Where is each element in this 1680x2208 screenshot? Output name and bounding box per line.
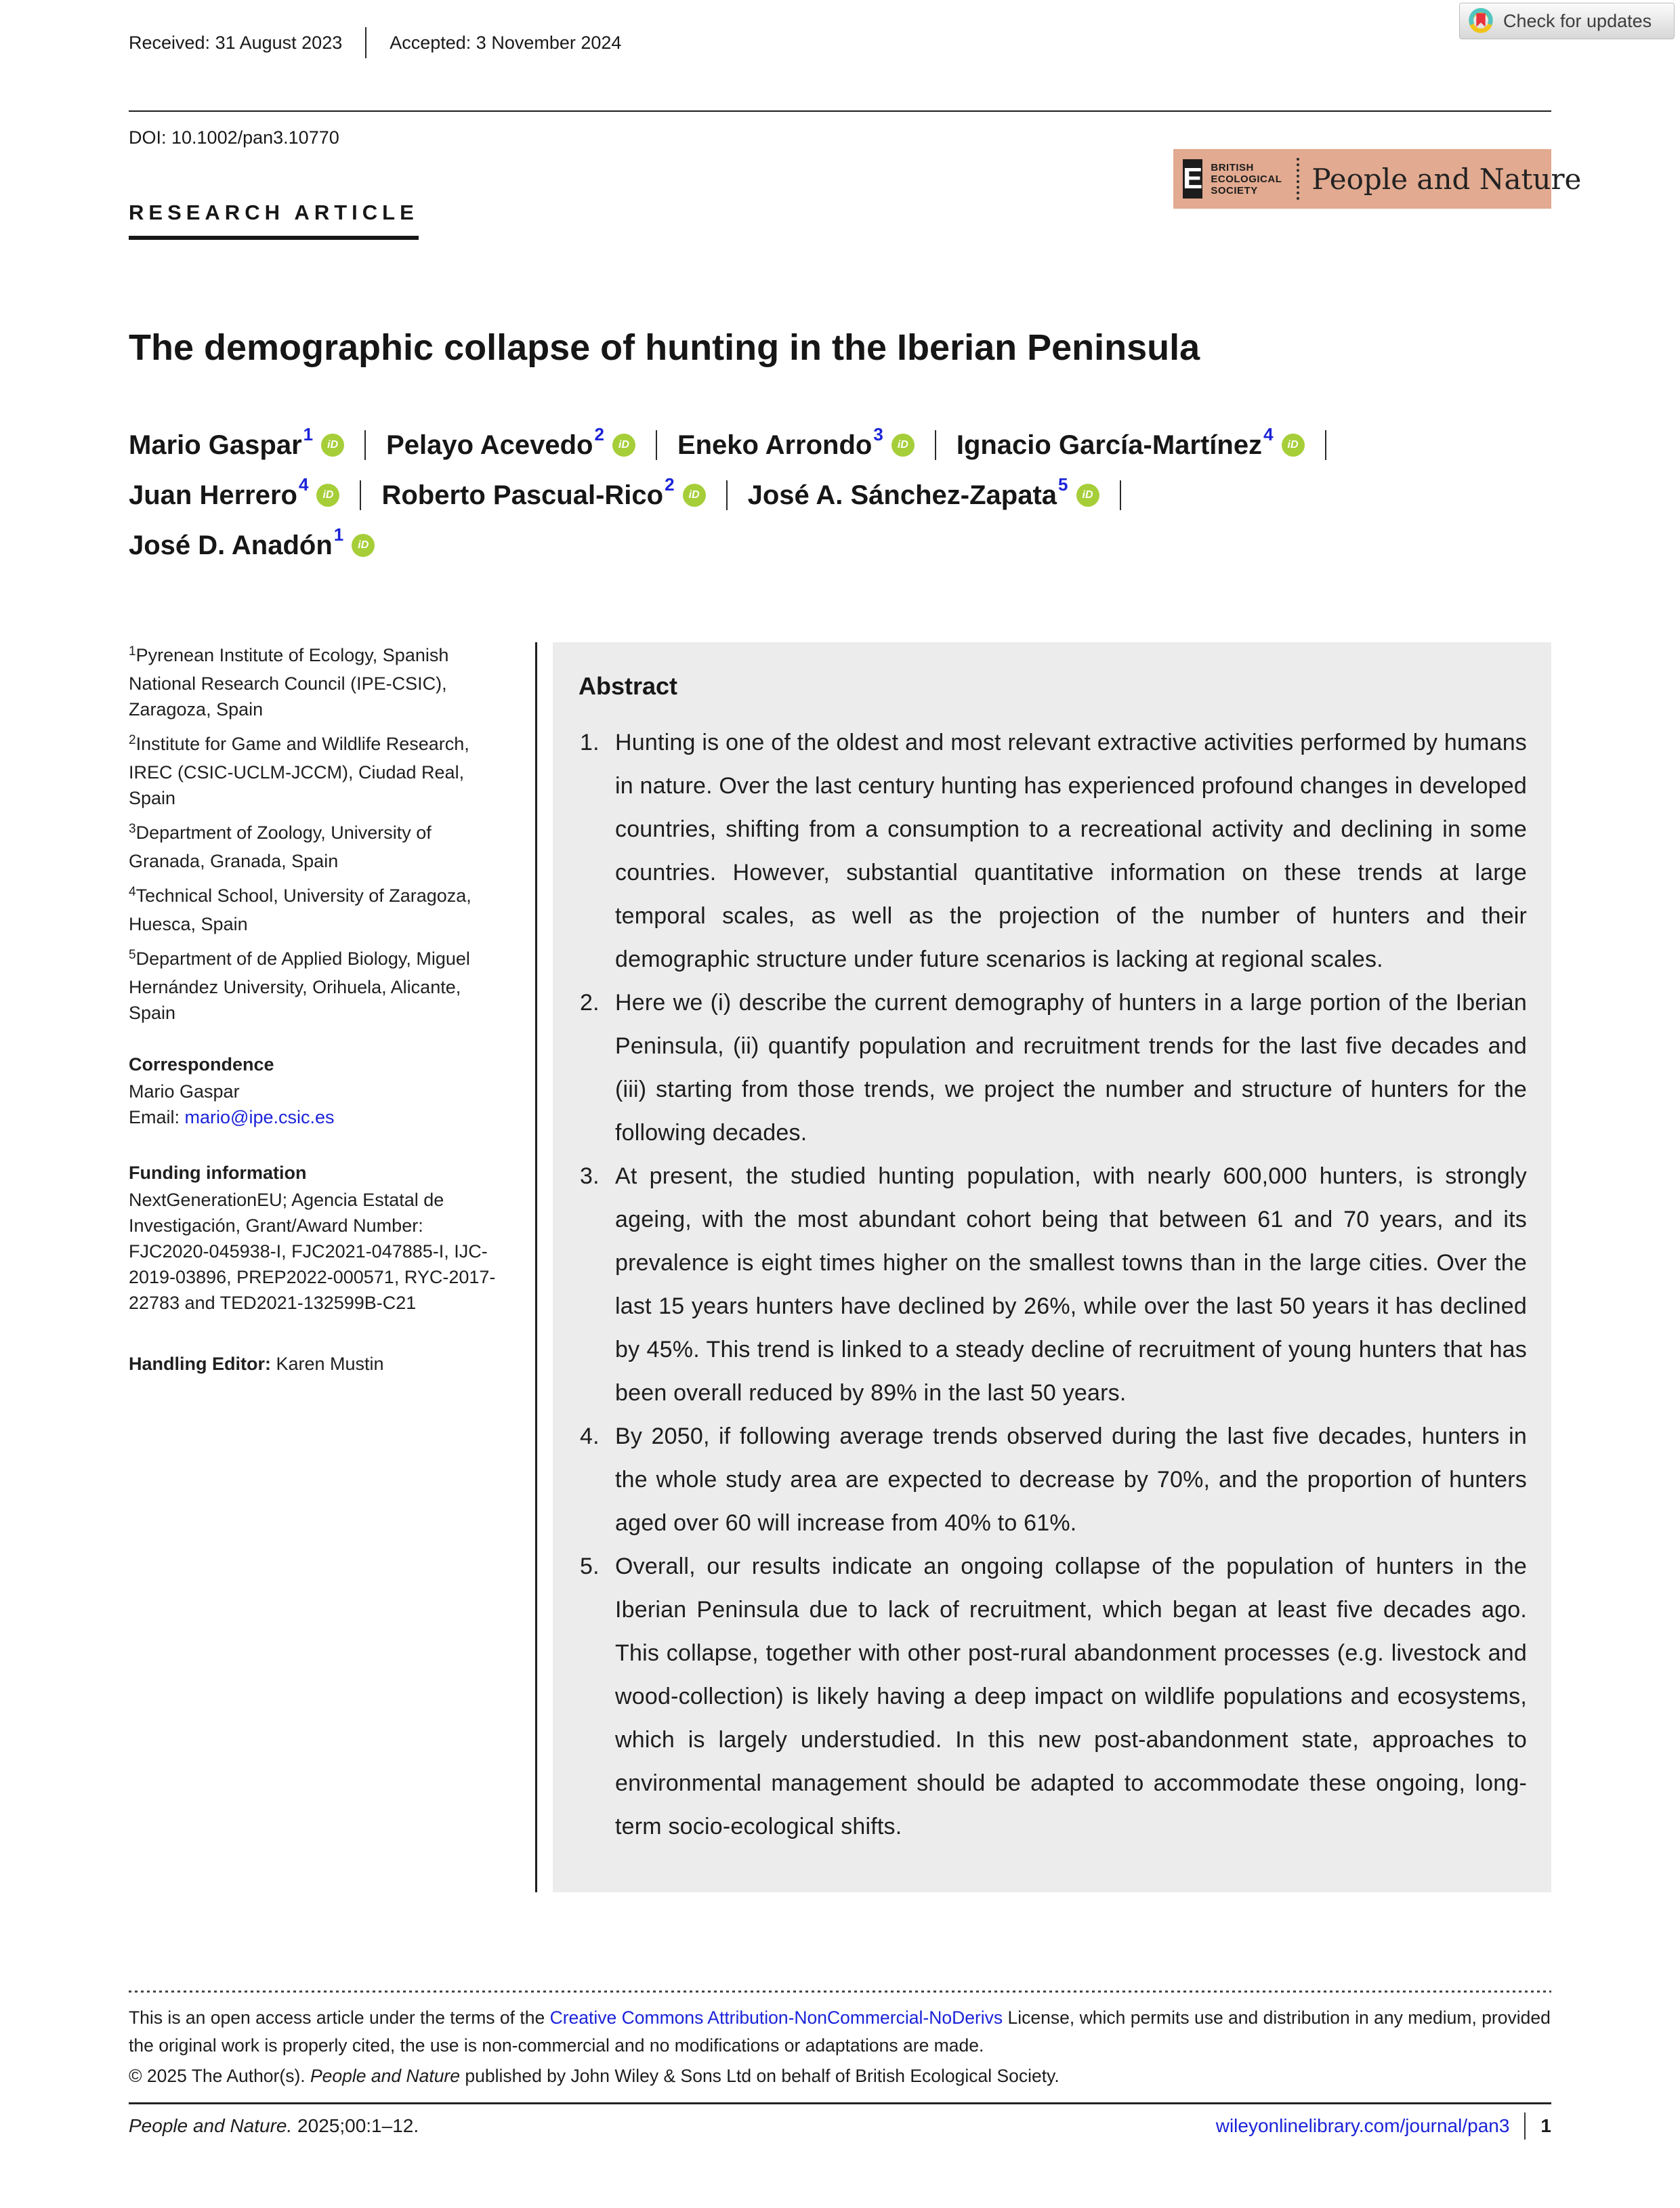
abstract-item bbox=[579, 721, 1527, 981]
author-name: José A. Sánchez-Zapata bbox=[747, 480, 1057, 510]
abstract-item-number: 1. bbox=[580, 730, 600, 755]
abstract-item-text: By 2050, if following average trends observed during the last five decades, hunters in the whole study area are expected to decrease by 70%, and the proportion of hunters aged over 60 will increase from 40% to 61%. bbox=[615, 1423, 1527, 1536]
affiliation: $^1$Pyrenean Institute of Ecology, Spanish National Research Council (IPE-CSIC), Zaragoza, Spain bbox=[129, 644, 449, 720]
brand-divider bbox=[1297, 158, 1299, 200]
orcid-icon[interactable]: iD bbox=[891, 434, 915, 457]
author-affiliation-sup: 1 bbox=[303, 423, 314, 444]
bes-logo bbox=[1183, 159, 1202, 199]
copyright-line bbox=[129, 2062, 1551, 2090]
journal-citation-name: People and Nature. bbox=[129, 2115, 293, 2136]
article-type-label: RESEARCH ARTICLE bbox=[129, 201, 419, 240]
correspondence-heading: Correspondence bbox=[129, 1054, 274, 1075]
affiliation-sup: 1 bbox=[129, 644, 136, 659]
footer-rule bbox=[129, 2102, 1551, 2104]
top-rule bbox=[129, 110, 1551, 112]
received-date: Received: 31 August 2023 bbox=[129, 32, 343, 53]
affiliation-sup: 3 bbox=[129, 822, 136, 836]
author-affiliation-sup: 4 bbox=[1263, 423, 1274, 444]
meta-divider bbox=[365, 27, 366, 58]
column-divider-rule bbox=[535, 642, 537, 1892]
license-after: License, which permits use and distribution in any medium, provided the original work is properly cited, the use is non-commercial and no modifications or adaptations are made. bbox=[129, 2007, 1551, 2056]
handling-editor-line bbox=[129, 1351, 503, 1377]
handling-editor-label: Handling Editor: bbox=[129, 1354, 276, 1374]
page-number-divider bbox=[1524, 2112, 1526, 2140]
license-text bbox=[129, 2004, 1551, 2060]
affiliation: $^5$Department of de Applied Biology, Miguel Hernández University, Orihuela, Alicante, Spain bbox=[129, 948, 470, 1023]
copyright-journal-name: People and Nature bbox=[310, 2066, 460, 2086]
bes-society-name bbox=[1211, 162, 1282, 196]
abstract-item bbox=[579, 1154, 1527, 1415]
author-separator bbox=[656, 430, 657, 460]
bes-line-3: SOCIETY bbox=[1211, 184, 1258, 196]
handling-editor-name: Karen Mustin bbox=[276, 1354, 384, 1374]
journal-site-link[interactable]: wileyonlinelibrary.com/journal/pan3 bbox=[1215, 2115, 1510, 2136]
license-block bbox=[129, 2004, 1551, 2090]
correspondence-name: Mario Gaspar bbox=[129, 1081, 240, 1102]
abstract-item-text: Hunting is one of the oldest and most relevant extractive activities performed by humans in nature. Over the last century hunting has experienced profound changes in developed countries, shifting from a consumption to a recreational activity and declining in some countries. However, substantial quantitative information on these trends at large temporal scales, as well as the projection of the number of hunters and their demographic structure under future scenarios is lacking at regional scales. bbox=[615, 730, 1527, 972]
abstract-box bbox=[553, 642, 1551, 1892]
author-separator bbox=[1325, 430, 1326, 460]
check-for-updates-label: Check for updates bbox=[1503, 10, 1652, 31]
author-row bbox=[129, 420, 1565, 470]
orcid-icon[interactable]: iD bbox=[683, 484, 706, 507]
author-affiliation-sup: 2 bbox=[665, 474, 675, 495]
affiliations bbox=[129, 642, 503, 1026]
author-name: Pelayo Acevedo bbox=[386, 430, 593, 460]
doi-text: DOI: 10.1002/pan3.10770 bbox=[129, 127, 339, 148]
footer-right bbox=[1216, 2112, 1551, 2140]
abstract-item-text: Here we (i) describe the current demography of hunters in a large portion of the Iberian Peninsula, (ii) quantify population and recruitment trends for the last five decades and (iii) starting from those trends, we project the number and structure of hunters for the following decades. bbox=[615, 990, 1527, 1146]
abstract-item bbox=[579, 1545, 1527, 1848]
footer-dotted-rule bbox=[129, 1991, 1551, 1993]
author-row bbox=[129, 470, 1565, 520]
journal-citation-rest: 2025;00:1–12. bbox=[292, 2115, 419, 2136]
abstract-item-text: Overall, our results indicate an ongoing collapse of the population of hunters in the Iberian Peninsula due to lack of recruitment, which began at least five decades ago. This collapse, together with other post-rural abandonment processes (e.g. livestock and wood-collection) is likely having a deep impact on wildlife populations and ecosystems, which is largely understudied. In this new post-abandonment state, approaches to environmental management should be adapted to accommodate these ongoing, long-term socio-ecological shifts. bbox=[615, 1554, 1527, 1839]
email-label: Email: bbox=[129, 1107, 185, 1127]
license-link[interactable]: Creative Commons Attribution-NonCommercial-NoDerivs bbox=[549, 2007, 1003, 2028]
abstract-item bbox=[579, 981, 1527, 1154]
received-accepted-row bbox=[129, 27, 621, 58]
orcid-icon[interactable]: iD bbox=[316, 484, 339, 507]
author-name: José D. Anadón bbox=[129, 530, 333, 560]
author-separator bbox=[360, 480, 361, 510]
copyright-after: published by John Wiley & Sons Ltd on behalf of British Ecological Society. bbox=[460, 2066, 1059, 2086]
author-affiliation-sup: 4 bbox=[298, 474, 309, 495]
affiliation-sup: 5 bbox=[129, 948, 136, 962]
abstract-item-number: 4. bbox=[580, 1423, 600, 1449]
orcid-icon[interactable]: iD bbox=[321, 434, 344, 457]
abstract-heading: Abstract bbox=[579, 672, 678, 700]
abstract-item-number: 3. bbox=[580, 1163, 600, 1189]
bes-logo-letter: E bbox=[1183, 162, 1203, 195]
check-for-updates-button[interactable] bbox=[1459, 3, 1675, 39]
orcid-icon[interactable]: iD bbox=[1076, 484, 1099, 507]
page-title: The demographic collapse of hunting in the Iberian Peninsula bbox=[129, 327, 1200, 368]
article-type bbox=[129, 201, 419, 240]
license-before: This is an open access article under the terms of the bbox=[129, 2007, 550, 2028]
page-number: 1 bbox=[1540, 2115, 1551, 2136]
copyright-before: © 2025 The Author(s). bbox=[129, 2066, 310, 2086]
author-separator bbox=[726, 480, 728, 510]
affiliation-sup: 2 bbox=[129, 733, 136, 747]
affiliation: $^2$Institute for Game and Wildlife Research, IREC (CSIC-UCLM-JCCM), Ciudad Real, Spain bbox=[129, 733, 469, 808]
footer-row bbox=[129, 2112, 1551, 2140]
bes-line-2: ECOLOGICAL bbox=[1211, 173, 1282, 185]
abstract-item-number: 5. bbox=[580, 1554, 600, 1579]
email-link[interactable]: mario@ipe.csic.es bbox=[184, 1107, 335, 1127]
accepted-date: Accepted: 3 November 2024 bbox=[390, 32, 622, 53]
author-name: Eneko Arrondo bbox=[677, 430, 873, 460]
author-affiliation-sup: 3 bbox=[873, 423, 883, 444]
correspondence-email-line bbox=[129, 1104, 503, 1130]
journal-banner bbox=[1173, 149, 1582, 209]
journal-name: People and Nature bbox=[1311, 162, 1582, 196]
check-for-updates-icon bbox=[1467, 7, 1495, 35]
author-name: Roberto Pascual-Rico bbox=[381, 480, 664, 510]
orcid-icon[interactable]: iD bbox=[1282, 434, 1305, 457]
abstract-item-number: 2. bbox=[580, 990, 600, 1016]
left-column bbox=[129, 642, 503, 1395]
abstract-item bbox=[579, 1415, 1527, 1545]
funding-text: NextGenerationEU; Agencia Estatal de Investigación, Grant/Award Number: FJC2020-045938-I, FJC2021-047885-I, IJC-2019-03896, PREP2022-000571, RYC-2017-22783 and TED2021-132599B-C21 bbox=[129, 1190, 496, 1313]
affiliation: $^3$Department of Zoology, University of Granada, Granada, Spain bbox=[129, 822, 432, 871]
authors bbox=[129, 420, 1565, 570]
abstract-list bbox=[579, 721, 1527, 1848]
affiliation-sup: 4 bbox=[129, 885, 136, 899]
journal-citation bbox=[129, 2115, 419, 2137]
author-separator bbox=[1120, 480, 1121, 510]
author-name: Juan Herrero bbox=[129, 480, 297, 510]
abstract-item-text: At present, the studied hunting population, with nearly 600,000 hunters, is strongly ageing, with the most abundant cohort being that between 61 and 70 years, and its prevalence is eight times higher on the smallest towns than in the large cities. Over the last 15 years hunters have declined by 26%, while over the last 50 years it has declined by 45%. This trend is linked to a steady decline of recruitment of young hunters that has been overall reduced by 89% in the last 50 years. bbox=[615, 1163, 1527, 1406]
orcid-icon[interactable]: iD bbox=[352, 534, 375, 557]
affiliation: $^4$Technical School, University of Zaragoza, Huesca, Spain bbox=[129, 885, 471, 934]
author-name: Mario Gaspar bbox=[129, 430, 302, 460]
author-row bbox=[129, 520, 1565, 570]
orcid-icon[interactable]: iD bbox=[612, 434, 635, 457]
bes-line-1: BRITISH bbox=[1211, 161, 1254, 173]
funding-heading: Funding information bbox=[129, 1163, 307, 1183]
author-affiliation-sup: 5 bbox=[1058, 474, 1068, 495]
author-affiliation-sup: 2 bbox=[594, 423, 604, 444]
author-separator bbox=[364, 430, 366, 460]
author-name: Ignacio García-Martínez bbox=[956, 430, 1263, 460]
author-affiliation-sup: 1 bbox=[333, 524, 344, 545]
author-separator bbox=[935, 430, 936, 460]
